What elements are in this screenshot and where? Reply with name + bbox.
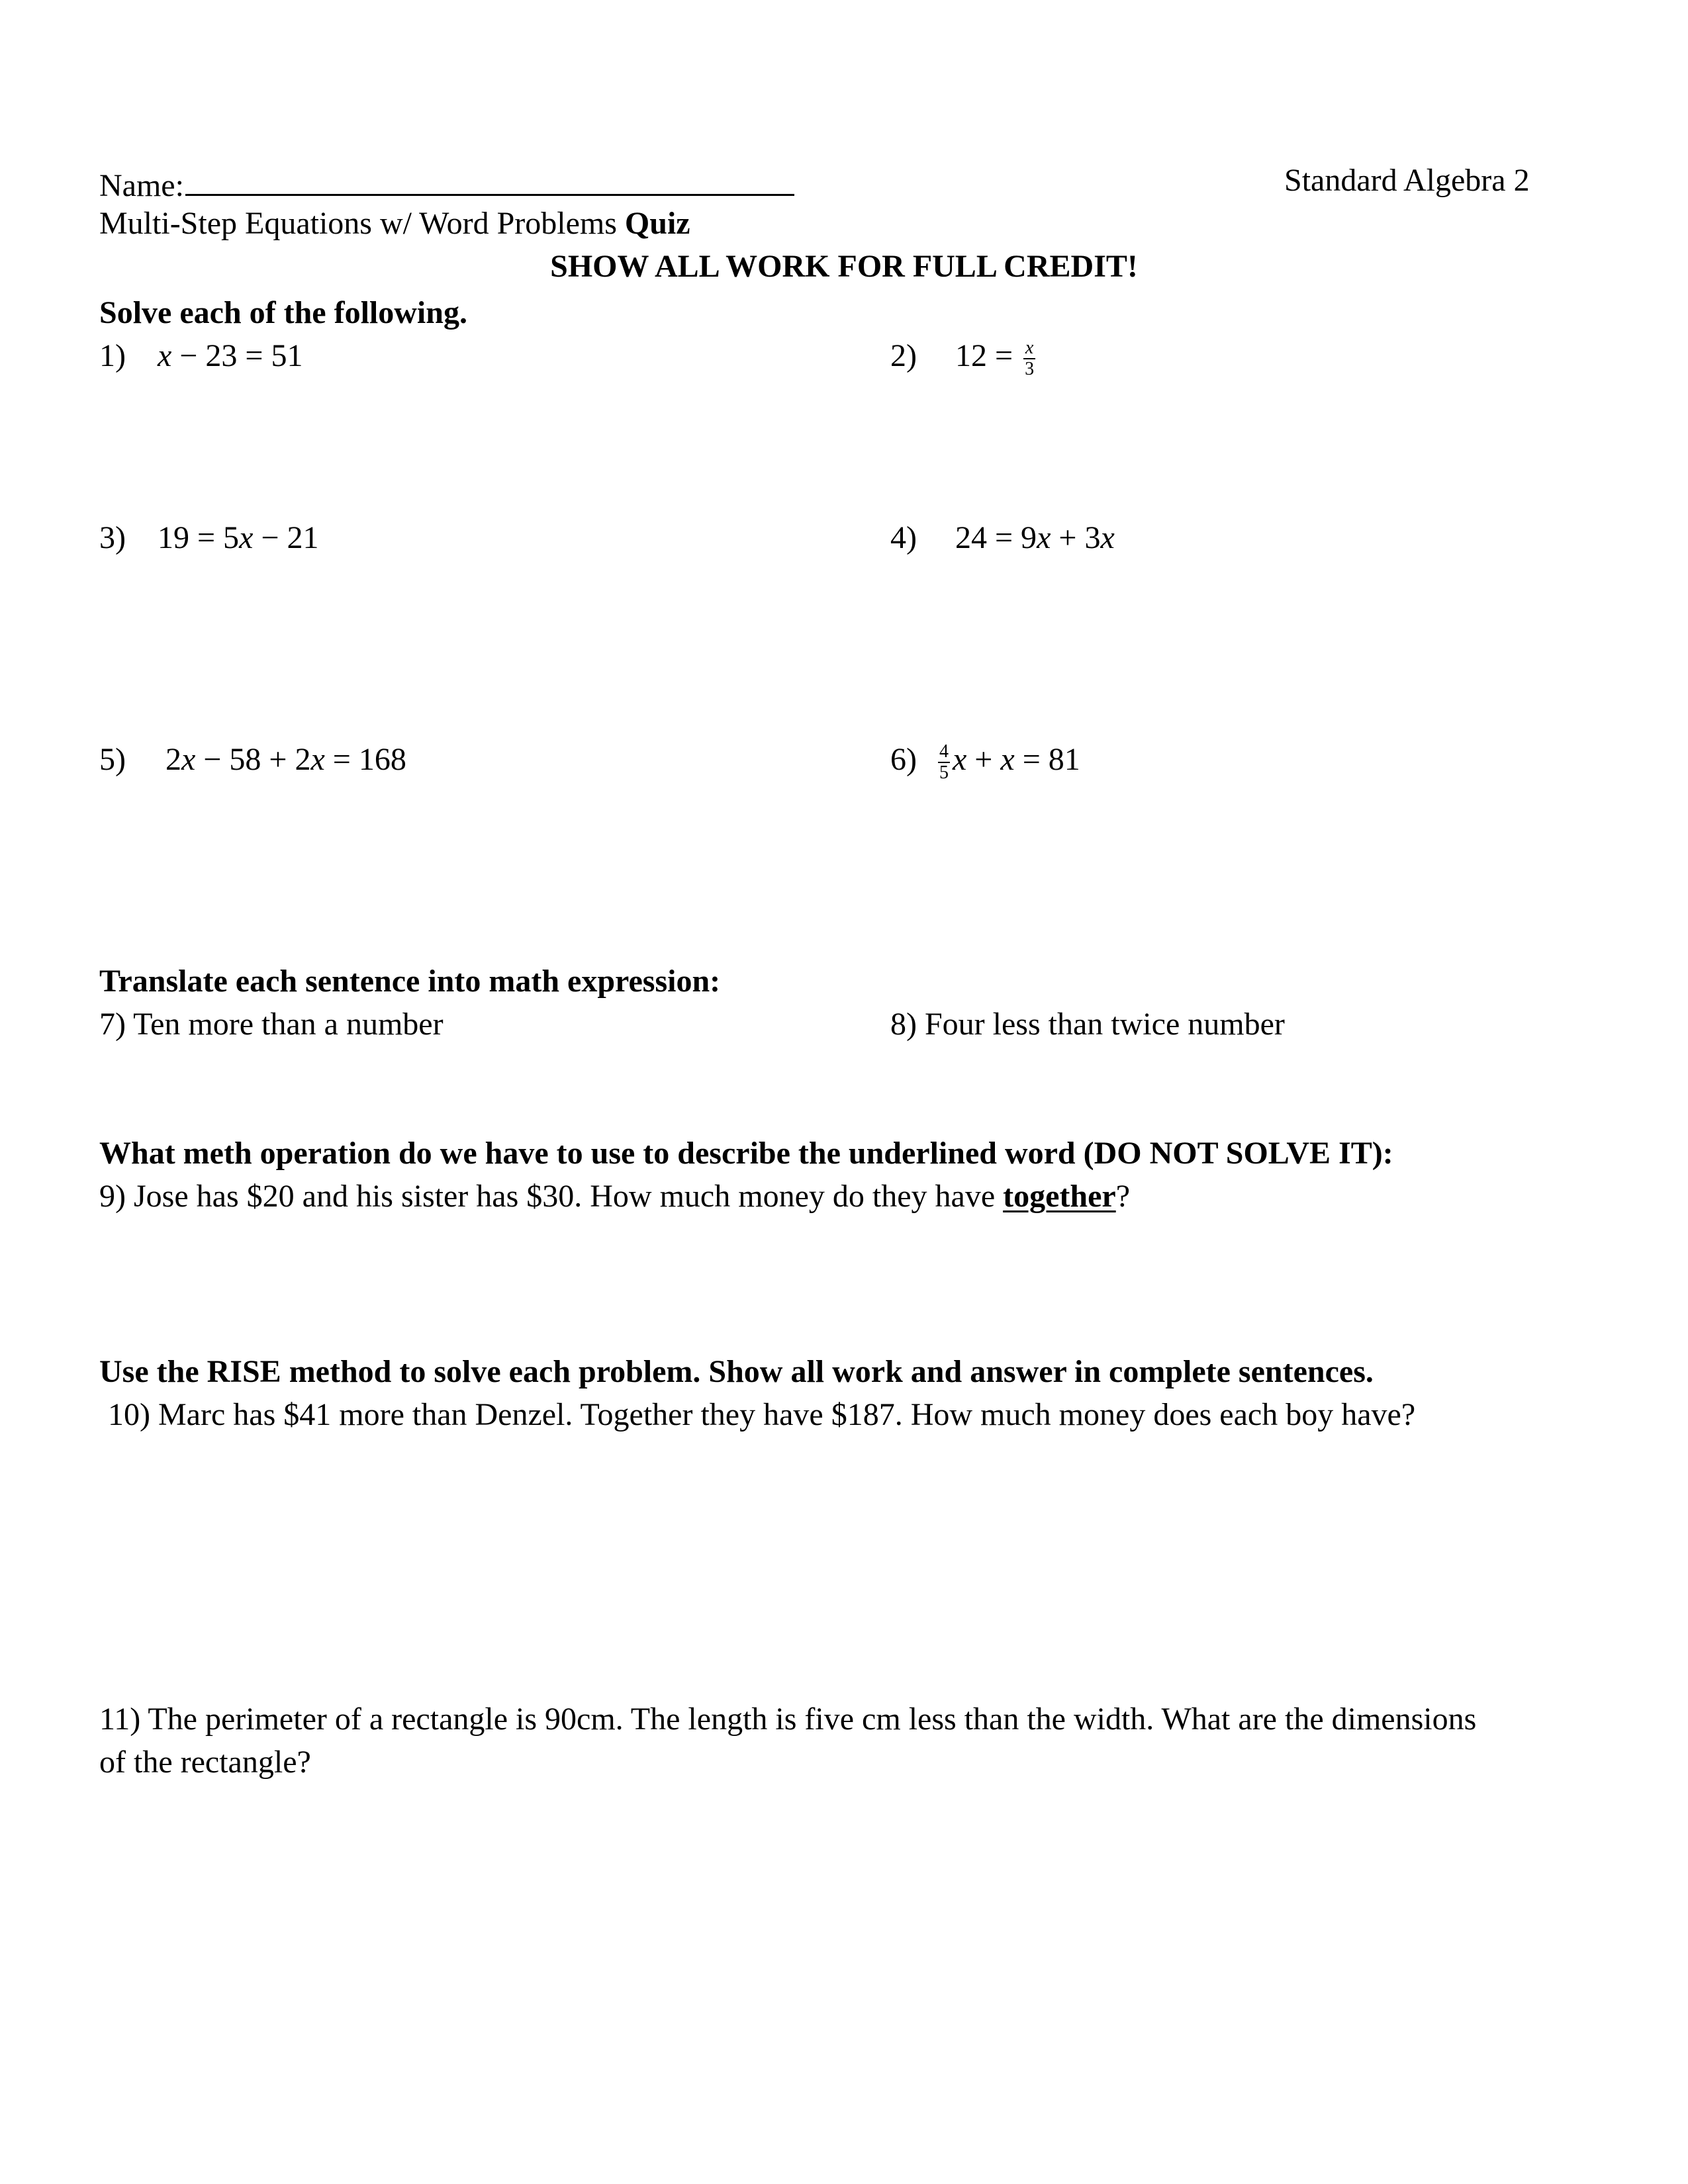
equation-var: x <box>157 338 172 373</box>
problem-9 <box>99 1178 1130 1214</box>
equation-var: x <box>310 742 325 777</box>
equation-text: + 3 <box>1051 520 1101 555</box>
fraction-denominator: 5 <box>939 762 949 783</box>
subtitle-text: Multi-Step Equations w/ Word Problems <box>99 206 617 241</box>
problem-11-line2: of the rectangle? <box>99 1745 311 1780</box>
fraction-numerator: x <box>1023 339 1035 359</box>
course-title: Standard Algebra 2 <box>1284 163 1530 198</box>
problem-5 <box>99 741 406 778</box>
problem-number: 1) <box>99 338 126 373</box>
equation-text: 24 = 9 <box>955 520 1037 555</box>
fraction <box>938 743 950 782</box>
equation-text: − 23 = 51 <box>171 338 303 373</box>
equation-text: 19 = 5 <box>157 520 240 555</box>
equation-text: 2 <box>165 742 181 777</box>
problem-9-end: ? <box>1115 1179 1131 1214</box>
problem-3 <box>99 520 318 556</box>
fraction-numerator: 4 <box>939 741 949 762</box>
equation-var: x <box>1037 520 1051 555</box>
problem-number: 4) <box>890 520 917 555</box>
equation-var: x <box>952 742 967 777</box>
problem-9-text: 9) Jose has $20 and his sister has $30. How much money do they have <box>99 1179 1004 1214</box>
instruction-banner: SHOW ALL WORK FOR FULL CREDIT! <box>550 249 1138 284</box>
section4-heading: Use the RISE method to solve each problem. Show all work and answer in complete sentences. <box>99 1354 1374 1389</box>
equation-text: + <box>966 742 1001 777</box>
equation-var: x <box>181 742 196 777</box>
equation-var: x <box>239 520 254 555</box>
section2-heading: Translate each sentence into math expression: <box>99 964 721 999</box>
name-blank-line[interactable] <box>185 162 794 196</box>
section1-heading: Solve each of the following. <box>99 295 467 330</box>
equation-text: = 81 <box>1014 742 1080 777</box>
problem-7: 7) Ten more than a number <box>99 1007 444 1042</box>
problem-2 <box>890 338 1038 379</box>
problem-4 <box>890 520 1115 556</box>
name-field[interactable] <box>99 162 794 204</box>
fraction <box>1023 339 1035 379</box>
equation-var: x <box>1000 742 1015 777</box>
name-label: Name: <box>99 168 184 203</box>
problem-number: 3) <box>99 520 126 555</box>
problem-8: 8) Four less than twice number <box>890 1007 1285 1042</box>
fraction-denominator: 3 <box>1025 358 1035 379</box>
underlined-word: together <box>1003 1179 1116 1214</box>
equation-text: = 168 <box>324 742 406 777</box>
subtitle-quiz-word: Quiz <box>624 206 690 241</box>
equation-text: − 58 + 2 <box>195 742 311 777</box>
equation-text: 12 = <box>955 338 1021 373</box>
problem-6 <box>890 741 1080 782</box>
quiz-subtitle <box>99 205 690 242</box>
problem-number: 5) <box>99 742 126 777</box>
section3-heading: What meth operation do we have to use to describe the underlined word (DO NOT SOLVE IT): <box>99 1136 1393 1171</box>
problem-10: 10) Marc has $41 more than Denzel. Together they have $187. How much money does each boy have? <box>108 1397 1416 1432</box>
problem-number: 6) <box>890 742 917 777</box>
problem-11-line1: 11) The perimeter of a rectangle is 90cm. The length is five cm less than the width. What are the dimensions <box>99 1702 1477 1737</box>
problem-number: 2) <box>890 338 917 373</box>
problem-1 <box>99 338 303 374</box>
equation-text: − 21 <box>253 520 319 555</box>
equation-var: x <box>1100 520 1115 555</box>
